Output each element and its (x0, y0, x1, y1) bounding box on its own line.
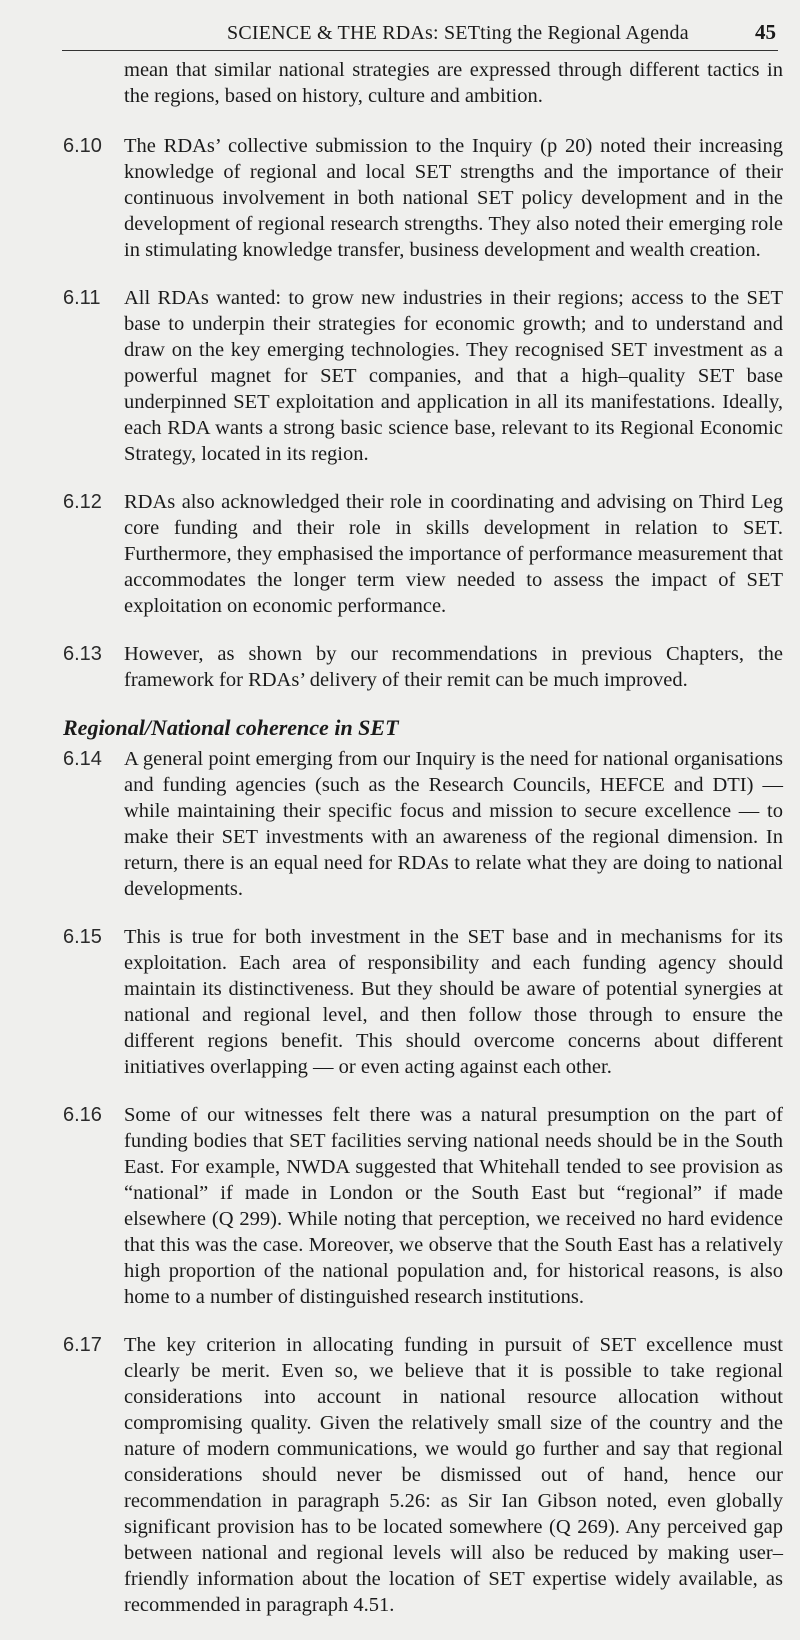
paragraph-text: All RDAs wanted: to grow new industries in their regions; access to the SET base to underpin their strategies for economic growth; and to understand and draw on the key emerging technologies. They recognised SET investment as a powerful magnet for SET companies, and that a high–quality SET base underpinned SET exploitation and application in all its manifestations. Ideally, each RDA wants a strong basic science base, relevant to its Regional Economic Strategy, located in its region. (124, 287, 783, 465)
paragraph-number: 6.11 (63, 287, 101, 309)
paragraph-6-11 (63, 285, 783, 467)
section-heading: Regional/National coherence in SET (63, 715, 399, 740)
paragraph-text: The key criterion in allocating funding in pursuit of SET excellence must clearly be merit. Even so, we believe that it is possible to take regional considerations into account in national resource allocation without compromising quality. Given the relatively small size of the country and the nature of modern communications, we would go further and say that regional considerations should never be dismissed out of hand, hence our recommendation in paragraph 5.26: as Sir Ian Gibson noted, even globally significant provision has to be located somewhere (Q 269). Any perceived gap between national and regional levels will also be reduced by making user–friendly information about the location of SET expertise widely available, as recommended in paragraph 4.51. (124, 1334, 783, 1616)
paragraph-6-14 (63, 746, 783, 902)
paragraph-text: This is true for both investment in the SET base and in mechanisms for its exploitation. Each area of responsibility and each funding agency should maintain its distinctiveness. But they should be aware of potential synergies at national and regional level, and then follow those through to ensure the different regions benefit. This should overcome concerns about different initiatives overlapping — or even acting against each other. (124, 926, 783, 1078)
paragraph-number: 6.10 (63, 135, 102, 157)
paragraph-number: 6.14 (63, 748, 102, 770)
paragraph-6-13 (63, 641, 783, 693)
body-content (63, 57, 783, 1640)
paragraph-text: mean that similar national strategies are expressed through different tactics in the regions, based on history, culture and ambition. (124, 59, 783, 107)
paragraph-number: 6.15 (63, 926, 102, 948)
paragraph-6-15 (63, 924, 783, 1080)
paragraph-6-16 (63, 1102, 783, 1310)
paragraph-number: 6.17 (63, 1334, 102, 1356)
paragraph-6-17 (63, 1332, 783, 1618)
paragraph-number: 6.16 (63, 1104, 102, 1126)
paragraph-text: The RDAs’ collective submission to the Inquiry (p 20) noted their increasing knowledge of regional and local SET strengths and the importance of their continuous involvement in both national SET policy development and in the development of regional research strengths. They also noted their emerging role in stimulating knowledge transfer, business development and wealth creation. (124, 135, 783, 261)
running-title: SCIENCE & THE RDAs: SETting the Regional Agenda (227, 22, 689, 44)
paragraph-text: A general point emerging from our Inquiry is the need for national organisations and funding agencies (such as the Research Councils, HEFCE and DTI) — while maintaining their specific focus and mission to secure excellence — to make their SET investments with an awareness of the regional dimension. In return, there is an equal need for RDAs to relate what they are doing to national developments. (124, 748, 783, 900)
paragraph-6-12 (63, 489, 783, 619)
paragraph-number: 6.13 (63, 643, 102, 665)
paragraph-6-10 (63, 133, 783, 263)
running-header (62, 20, 778, 51)
paragraph-text: RDAs also acknowledged their role in coordinating and advising on Third Leg core funding and their role in skills development in relation to SET. Furthermore, they emphasised the importance of performance measurement that accommodates the longer term view needed to assess the impact of SET exploitation on economic performance. (124, 491, 783, 617)
page-number: 45 (755, 20, 776, 44)
paragraph-text: However, as shown by our recommendations in previous Chapters, the framework for RDAs’ delivery of their remit can be much improved. (124, 643, 783, 691)
lead-paragraph (63, 57, 783, 109)
paragraph-text: Some of our witnesses felt there was a natural presumption on the part of funding bodies that SET facilities serving national needs should be in the South East. For example, NWDA suggested that Whitehall tended to see provision as “national” if made in London or the South East but “regional” if made elsewhere (Q 299). While noting that perception, we received no hard evidence that this was the case. Moreover, we observe that the South East has a relatively high proportion of the national population and, for historical reasons, is also home to a number of distinguished research institutions. (124, 1104, 783, 1308)
paragraph-number-blank (63, 57, 124, 109)
paragraph-number: 6.12 (63, 491, 102, 513)
